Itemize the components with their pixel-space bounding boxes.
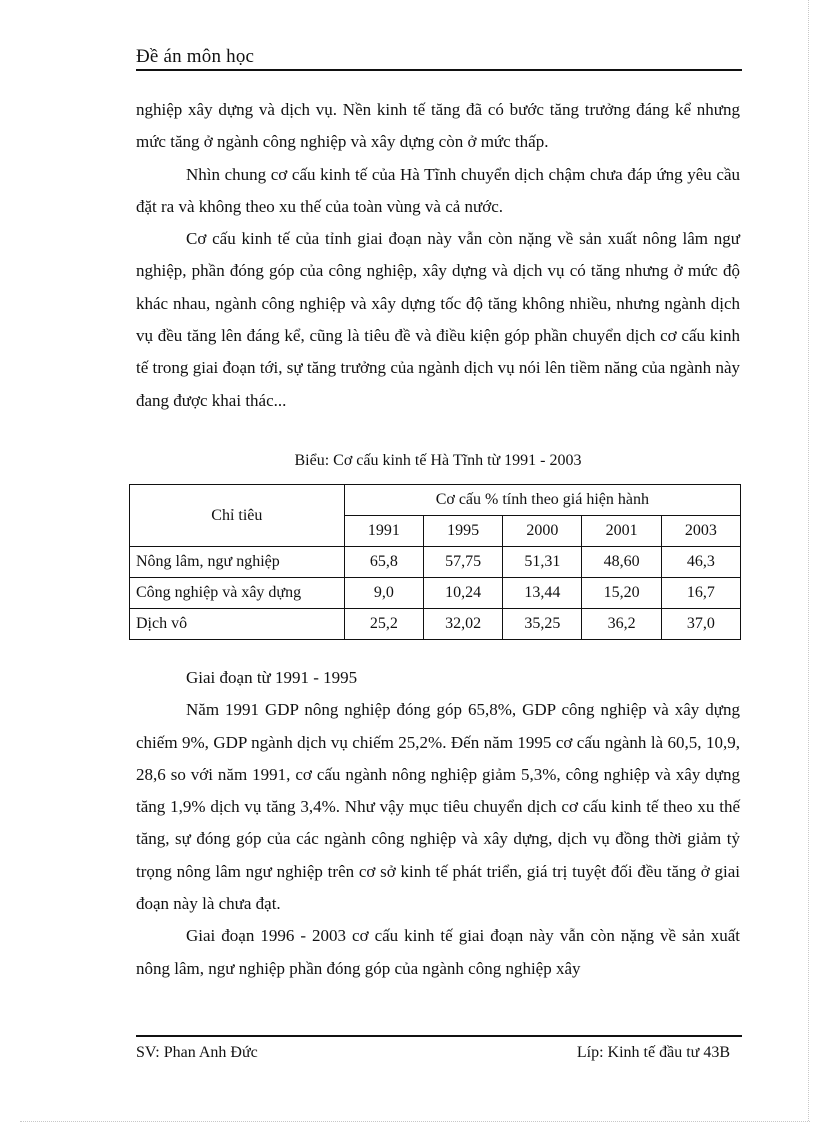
body-text-top [136,94,740,417]
table-cell: 13,44 [503,578,582,609]
body-text-bottom [136,662,740,985]
table-cell: 35,25 [503,609,582,640]
table-cell: 48,60 [582,547,661,578]
paragraph: nghiệp xây dựng và dịch vụ. Nền kinh tế tăng đã có bước tăng trưởng đáng kể nhưng mức tăng ở ngành công nghiệp và xây dựng còn ở mức thấp. [136,100,740,152]
column-header-indicator: Chỉ tiêu [130,485,345,547]
table-cell: 37,0 [661,609,740,640]
table-cell: 10,24 [423,578,502,609]
table-cell: 57,75 [423,547,502,578]
footer-class: Líp: Kinh tế đầu tư 43B [576,1044,730,1061]
table-cell: 51,31 [503,547,582,578]
table-row [130,547,741,578]
footer-student: SV: Phan Anh Đức [136,1044,258,1061]
paragraph: Năm 1991 GDP nông nghiệp đóng góp 65,8%, GDP công nghiệp và xây dựng chiếm 9%, GDP ngành dịch vụ chiếm 25,2%. Đến năm 1995 cơ cấu ngành là 60,5, 10,9, 28,6 so với năm 1991, cơ cấu ngành nông nghiệp giảm 5,3%, công nghiệp và xây dựng tăng 1,9% dịch vụ tăng 3,4%. Như vậy mục tiêu chuyển dịch cơ cấu kinh tế theo xu thế tăng, sự đóng góp của các ngành công nghiệp và xây dựng, dịch vụ đồng thời giảm tỷ trọng nông lâm ngư nghiệp trên cơ sở kinh tế phát triển, giá trị tuyệt đối đều tăng ở giai đoạn này là chưa đạt. [136,700,740,914]
table-cell: 46,3 [661,547,740,578]
row-label: Công nghiệp và xây dựng [130,578,345,609]
paragraph: Nhìn chung cơ cấu kinh tế của Hà Tĩnh chuyển dịch chậm chưa đáp ứng yêu cầu đặt ra và không theo xu thế của toàn vùng và cả nước. [136,164,740,216]
year-header: 1991 [344,516,423,547]
table-cell: 16,7 [661,578,740,609]
table-cell: 32,02 [423,609,502,640]
table-caption: Biểu: Cơ cấu kinh tế Hà Tĩnh từ 1991 - 2003 [294,452,582,469]
page-border-right [808,0,809,1121]
section-heading: Giai đoạn từ 1991 - 1995 [186,668,358,687]
year-header: 2000 [503,516,582,547]
row-label: Dịch vô [130,609,345,640]
table-cell: 36,2 [582,609,661,640]
table-cell: 9,0 [344,578,423,609]
table-cell: 15,20 [582,578,661,609]
footer-divider [136,1035,742,1037]
table-row [130,578,741,609]
year-header: 1995 [423,516,502,547]
table-cell: 25,2 [344,609,423,640]
page-header-title: Đề án môn học [136,46,255,67]
paragraph: Cơ cấu kinh tế của tỉnh giai đoạn này vẫn còn nặng về sản xuất nông lâm ngư nghiệp, phần đóng góp của công nghiệp, xây dựng và dịch vụ có tăng nhưng ở mức độ khác nhau, ngành công nghiệp và xây dựng tốc độ tăng không nhiều, nhưng ngành dịch vụ đều tăng lên đáng kể, cũng là tiêu đề và điều kiện góp phần chuyển dịch cơ cấu kinh tế trong giai đoạn tới, sự tăng trưởng của ngành dịch vụ nói lên tiềm năng của ngành này đang được khai thác... [136,229,740,410]
page-border-bottom [20,1121,810,1122]
row-label: Nông lâm, ngư nghiệp [130,547,345,578]
column-header-group: Cơ cấu % tính theo giá hiện hành [344,485,740,516]
header-divider [136,69,742,71]
paragraph: Giai đoạn 1996 - 2003 cơ cấu kinh tế giai đoạn này vẫn còn nặng về sản xuất nông lâm, ngư nghiệp phần đóng góp của ngành công nghiệp xây [136,926,740,978]
year-header: 2001 [582,516,661,547]
table-header-row [130,485,741,516]
table-row [130,609,741,640]
year-header: 2003 [661,516,740,547]
economic-structure-table [129,484,741,640]
table-cell: 65,8 [344,547,423,578]
